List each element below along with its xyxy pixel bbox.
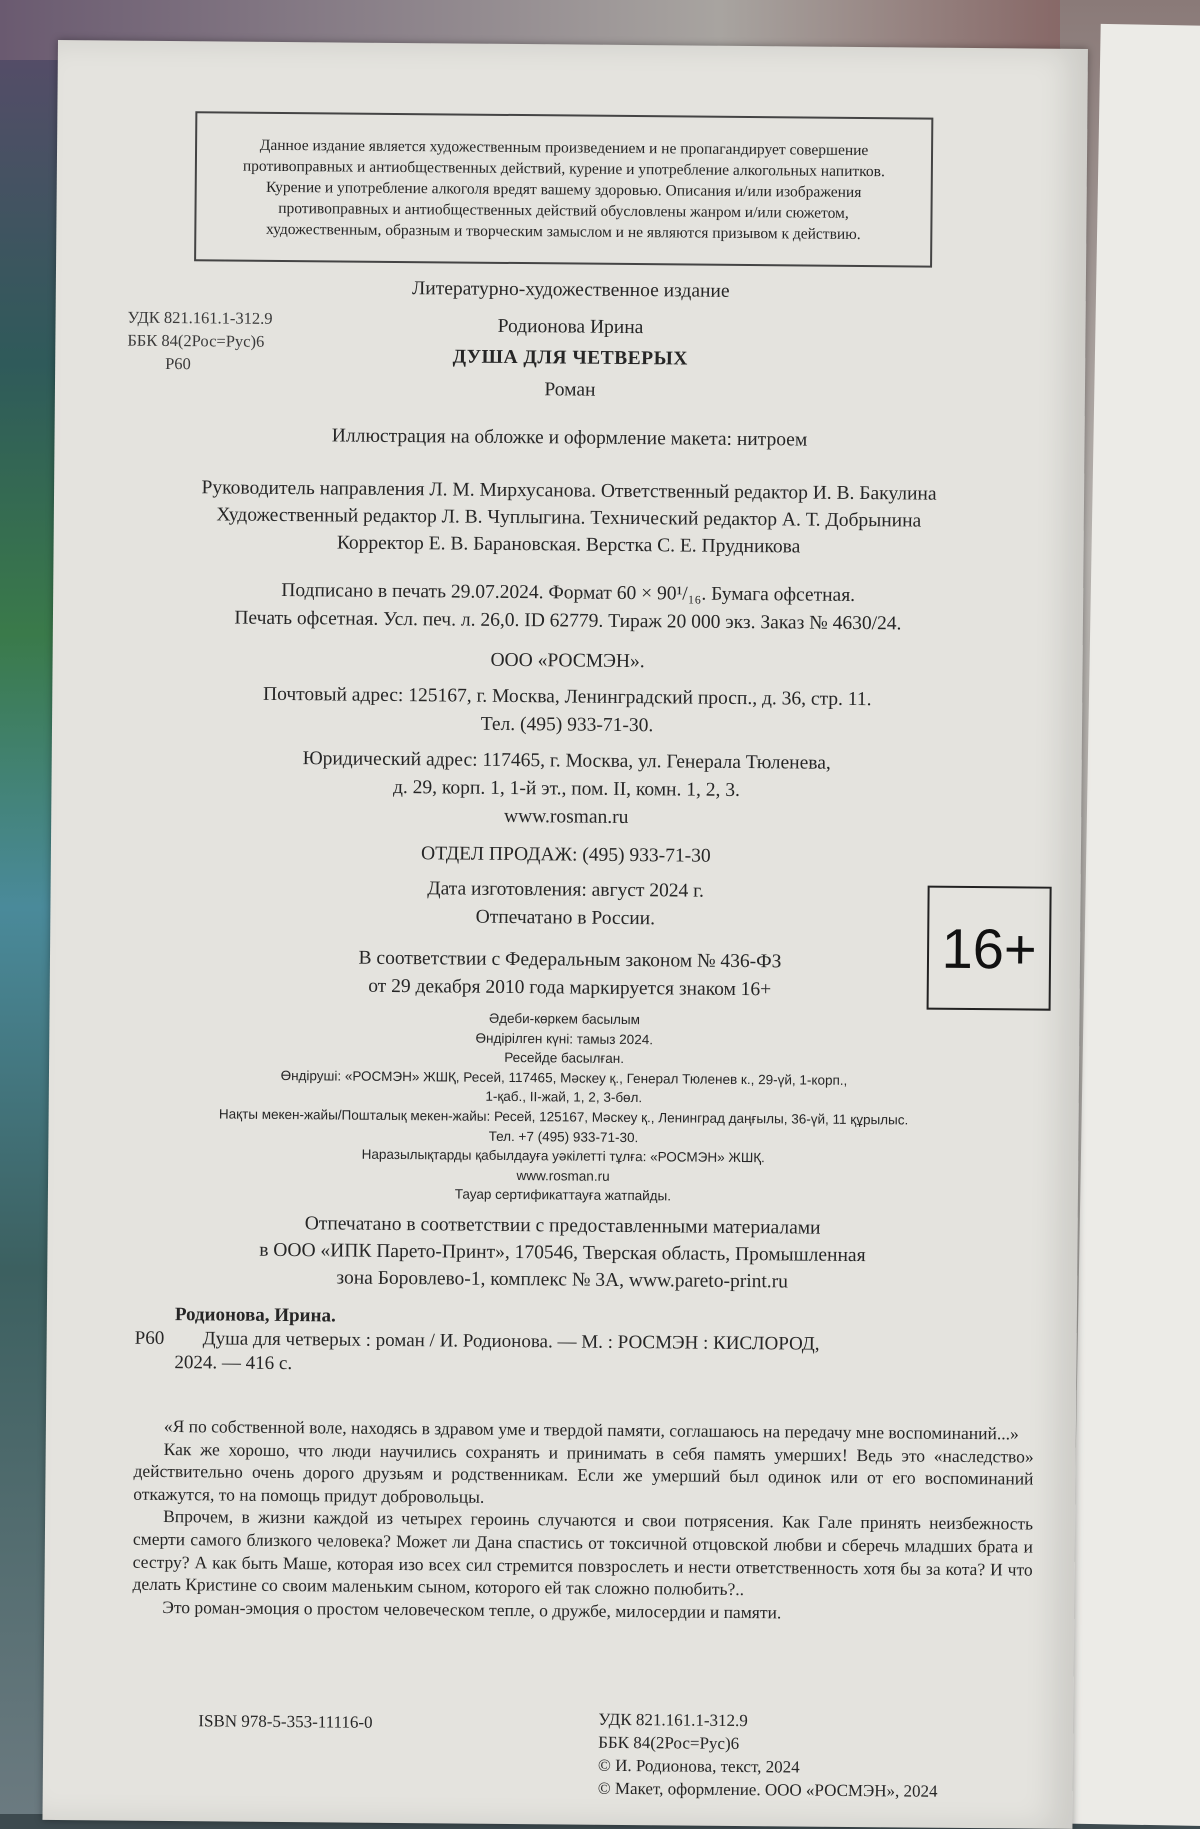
book-genre: Роман — [544, 379, 596, 401]
printer-line: в ООО «ИПК Парето-Принт», 170546, Тверская область, Промышленная — [259, 1239, 866, 1267]
postal-address: Почтовый адрес: 125167, г. Москва, Ленинградский просп., д. 36, стр. 11. — [262, 683, 872, 711]
kazakh-line: Тауар сертификаттауға жатпайды. — [454, 1186, 672, 1204]
author-name: Родионова Ирина — [497, 315, 644, 339]
annotation-paragraph: «Я по собственной воле, находясь в здравом уме и твердой памяти, соглашаюсь на передачу мне воспоминаний...» — [163, 1415, 1019, 1444]
biblio-line-1: Душа для четверых : роман / И. Родионова. — М. : РОСМЭН : КИСЛОРОД, — [202, 1328, 820, 1355]
copyright-layout: © Макет, оформление. ООО «РОСМЭН», 2024 — [597, 1778, 938, 1801]
staff-credits — [54, 473, 1085, 563]
biblio-heading: Родионова, Ирина. — [174, 1304, 336, 1327]
author-code: Р60 — [165, 353, 191, 374]
kazakh-line: Ресейде басылған. — [504, 1050, 625, 1067]
annotation-paragraph: Это роман-эмоция о простом человеческом тепле, о дружбе, милосердии и памяти. — [162, 1596, 782, 1623]
bibliographic-record — [134, 1303, 1035, 1383]
biblio-code: Р60 — [134, 1327, 165, 1349]
disclaimer-line: противоправных и антиобщественных действий, курение и употребление алкогольных напитков. — [242, 157, 885, 180]
annotation-paragraph: Как же хорошо, что люди научились сохранять и принимать в себя память умерших! Ведь это «наследство» действительно очень дорого друзьям и родственникам. Если же умерший был одинок или от его воспоминаний откажутся, то на помощь придут добровольцы. — [133, 1438, 1034, 1507]
manufacture-info — [50, 872, 1080, 937]
publisher-website: www.rosman.ru — [503, 805, 629, 829]
kazakh-line: 1-қаб., II-жай, 1, 2, 3-бөл. — [485, 1089, 643, 1106]
printed-in: Отпечатано в России. — [475, 906, 656, 930]
staff-line: Корректор Е. В. Барановская. Верстка С. Е. Прудникова — [336, 532, 801, 558]
disclaimer-line: художественным, образным и творческим замыслом и не являются призывом к действию. — [265, 220, 861, 243]
law-line: от 29 декабря 2010 года маркируется знаком 16+ — [368, 975, 772, 1001]
sales-department: ОТДЕЛ ПРОДАЖ: (495) 933-71-30 — [421, 843, 711, 867]
print-info-line: Подписано в печать 29.07.2024. Формат 60 × 90¹/₁₆. Бумага офсетная. — [281, 579, 856, 606]
disclaimer-box — [194, 111, 933, 267]
annotation-paragraph: Впрочем, в жизни каждой из четырех героинь случаются и свои потрясения. Как Гале принять неизбежность смерти самого близкого человека? Может ли Дана спастись от токсичной отцовской любви и сберечь младших брата и сестру? А как быть Маше, которая изо всех сил стремится повзрослеть и нести ответственность хотя бы за кота? И что делать Кристине со своим маленьким сыном, которого ей так сложно полюбить?.. — [132, 1506, 1034, 1600]
biblio-line-2: 2024. — 416 с. — [174, 1352, 293, 1375]
printer-line: Отпечатано в соответствии с предоставленными материалами — [304, 1213, 821, 1239]
law-line: В соответствии с Федеральным законом № 436-ФЗ — [358, 947, 782, 973]
staff-line: Художественный редактор Л. В. Чуплыгина. Технический редактор А. Т. Добрынина — [216, 504, 922, 532]
edition-type: Литературно-художественное издание — [412, 278, 730, 302]
udk-code: УДК 821.161.1-312.9 — [127, 307, 273, 328]
book-title: ДУША ДЛЯ ЧЕТВЕРЫХ — [452, 346, 688, 370]
book-page — [42, 40, 1087, 1829]
print-info — [53, 575, 1083, 640]
kazakh-line: Нақты мекен-жайы/Пошталық мекен-жайы: Ресей, 125167, Мәскеу қ., Ленинград даңғылы, 36-үй, 11 құрылыс. — [218, 1106, 909, 1128]
kazakh-line: Тел. +7 (495) 933-71-30. — [488, 1128, 639, 1145]
publisher-phone: Тел. (495) 933-71-30. — [480, 713, 654, 737]
kazakh-info — [48, 1005, 1080, 1210]
legal-address: д. 29, корп. 1, 1-й эт., пом. II, комн. 1, 2, 3. — [392, 776, 740, 801]
illustration-credit: Иллюстрация на обложке и оформление макета: нитроем — [331, 425, 808, 451]
copyright-text: © И. Родионова, текст, 2024 — [597, 1755, 800, 1777]
publisher-info — [51, 643, 1083, 874]
bottom-bbk: ББК 84(2Рос=Рус)6 — [598, 1732, 740, 1754]
age-rating-badge: 16+ — [927, 886, 1052, 1011]
kazakh-line: Әдеби-көркем басылым — [488, 1010, 641, 1028]
kazakh-line: Өндіруші: «РОСМЭН» ЖШҚ, Ресей, 117465, Мәскеу қ., Генерал Тюленев к., 29-үй, 1-корп., — [280, 1067, 848, 1088]
bbk-code: ББК 84(2Рос=Рус)6 — [127, 330, 265, 351]
disclaimer-line: Курение и употребление алкоголя вредят вашему здоровью. Описания и/или изображения — [265, 178, 862, 201]
isbn: ISBN 978-5-353-11116-0 — [198, 1711, 373, 1732]
print-info-line: Печать офсетная. Усл. печ. л. 26,0. ID 62779. Тираж 20 000 экз. Заказ № 4630/24. — [234, 607, 902, 635]
legal-address: Юридический адрес: 117465, г. Москва, ул. Генерала Тюленева, — [302, 748, 831, 774]
kazakh-line: Наразылықтарды қабылдауға уәкілетті тұлға: «РОСМЭН» ЖШҚ. — [361, 1146, 765, 1166]
publisher-name: ООО «РОСМЭН». — [490, 649, 645, 673]
printer-info — [47, 1208, 1078, 1298]
kazakh-line: www.rosman.ru — [516, 1167, 610, 1184]
staff-line: Руководитель направления Л. М. Мирхусанова. Ответственный редактор И. В. Бакулина — [201, 477, 937, 505]
annotation — [132, 1415, 1034, 1626]
printer-line: зона Боровлево-1, комплекс № 3А, www.pareto-print.ru — [336, 1267, 789, 1293]
manufacture-date: Дата изготовления: август 2024 г. — [427, 878, 704, 902]
age-law-notice — [250, 944, 890, 1006]
bottom-udk: УДК 821.161.1-312.9 — [598, 1709, 748, 1731]
disclaimer-line: противоправных и антиобщественных действий обусловлены жанром и/или сюжетом, — [278, 199, 849, 222]
bottom-codes — [598, 1708, 939, 1803]
disclaimer-line: Данное издание является художественным произведением и не пропагандирует совершение — [259, 136, 869, 159]
kazakh-line: Өндірілген күні: тамыз 2024. — [475, 1030, 654, 1047]
